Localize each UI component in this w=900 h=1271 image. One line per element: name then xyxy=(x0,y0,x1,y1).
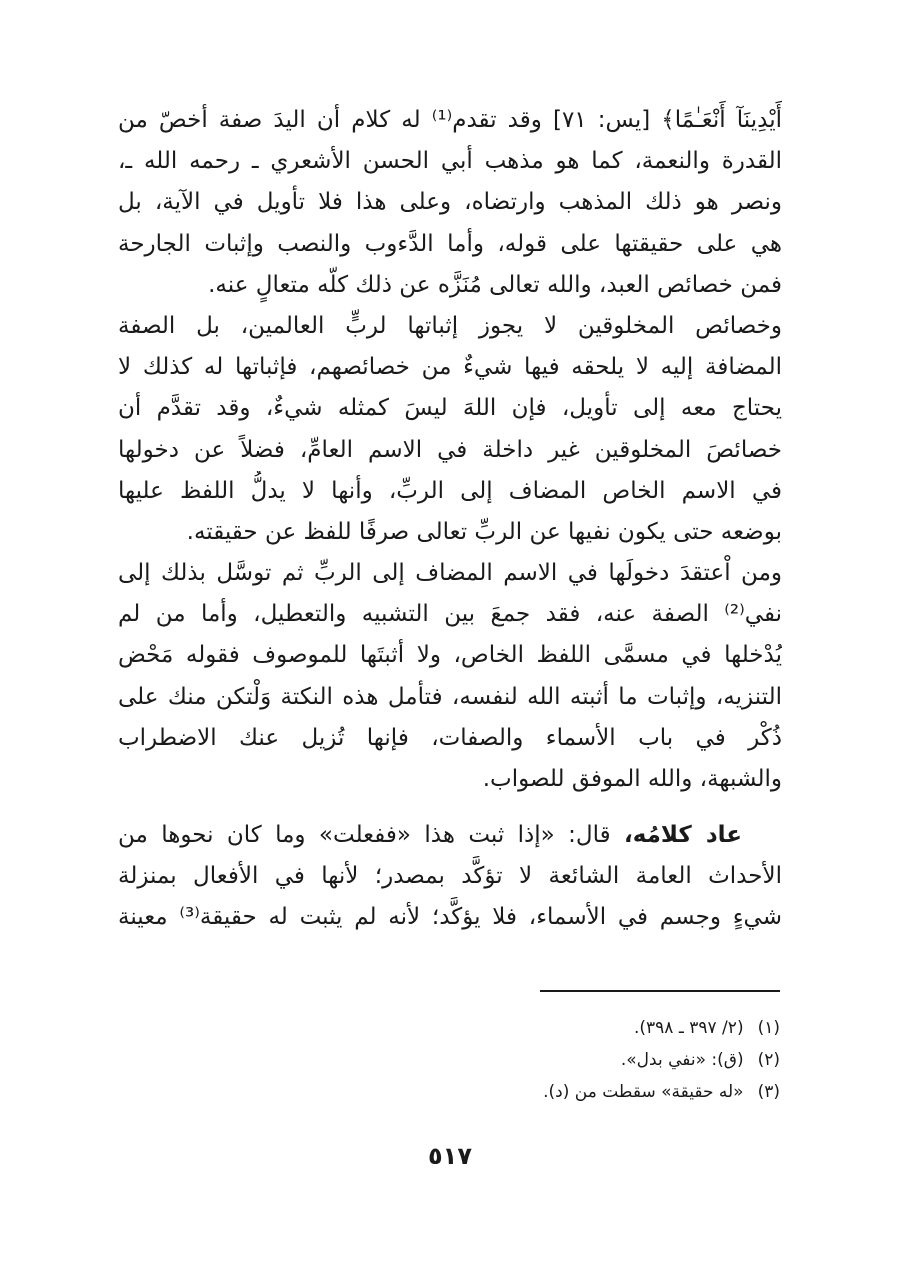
footnote-text: (٢/ ٣٩٧ ـ ٣٩٨). xyxy=(634,1018,744,1038)
text-line: في الاسم الخاص المضاف إلى الربِّ، وأنها لا يدلُّ اللفظ عليها xyxy=(118,477,782,504)
text-line: التنزيه، وإثبات ما أثبته الله لنفسه، فتأمل هذه النكتة وَلْتكن منك على xyxy=(118,683,782,710)
footnote-number: (٣) xyxy=(757,1082,780,1102)
footnote-number: (١) xyxy=(757,1018,780,1038)
text-line: القدرة والنعمة، كما هو مذهب أبي الحسن الأشعري ـ رحمه الله ـ، xyxy=(118,148,782,175)
footnote-text: «له حقيقة» سقطت من (د). xyxy=(543,1082,744,1102)
text-line: يحتاج معه إلى تأويل، فإن اللهَ ليسَ كمثله شيءٌ، وقد تقدَّم أن xyxy=(118,395,782,422)
paragraph-lead: عاد كلامُه، xyxy=(623,822,742,848)
text-line: أَيْدِينَآ أَنْعَـٰمًا﴾ [يس: ٧١] وقد تقدم⁽¹⁾ له كلام أن اليدَ صفة أخصّ من xyxy=(118,107,782,133)
text-line: ذُكْر في باب الأسماء والصفات، فإنها تُزيل عنك الاضطراب xyxy=(118,724,782,751)
page-number: ٥١٧ xyxy=(428,1142,472,1170)
second-paragraph xyxy=(118,815,782,939)
footnote-item xyxy=(400,1076,780,1108)
footnote-item xyxy=(400,1044,780,1076)
text-line xyxy=(118,815,782,856)
footnote-number: (٢) xyxy=(757,1050,780,1070)
footnote-text: (ق): «نفي بدل». xyxy=(620,1050,744,1070)
main-paragraph xyxy=(118,100,782,800)
text-fragment: قال: «إذا ثبت هذا «ففعلت» وما كان نحوها من xyxy=(118,822,624,848)
footnote-item xyxy=(400,1012,780,1044)
text-line: وخصائص المخلوقين لا يجوز إثباتها لربٍّ العالمين، بل الصفة xyxy=(118,312,782,339)
text-line: يُدْخلها في مسمَّى اللفظ الخاص، ولا أثبتَها للموصوف فقوله مَحْض xyxy=(118,642,782,669)
footnote-divider xyxy=(540,990,780,992)
text-line: ومن اْعتقدَ دخولَها في الاسم المضاف إلى الربِّ ثم توسَّل بذلك إلى xyxy=(118,560,782,587)
text-line: بوضعه حتى يكون نفيها عن الربِّ تعالى صرفًا للفظ عن حقيقته. xyxy=(186,518,782,545)
text-line: خصائصَ المخلوقين غير داخلة في الاسم العامِّ، فضلاً عن دخولها xyxy=(118,436,782,463)
text-line: المضافة إليه لا يلحقه فيها شيءٌ من خصائصهم، فإثباتها له كذلك لا xyxy=(118,354,782,381)
text-line: نفي⁽²⁾ الصفة عنه، فقد جمعَ بين التشبيه والتعطيل، وأما من لم xyxy=(118,601,782,628)
text-line: الأحداث العامة الشائعة لا تؤكَّد بمصدر؛ لأنها في الأفعال بمنزلة xyxy=(118,863,782,890)
text-line: هي على حقيقتها على قوله، وأما الدَّءوب والنصب وإثبات الجارحة xyxy=(118,230,782,257)
text-line: والشبهة، والله الموفق للصواب. xyxy=(482,766,782,792)
text-line: شيءٍ وجسم في الأسماء، فلا يؤكَّد؛ لأنه لم يثبت له حقيقة⁽³⁾ معينة xyxy=(118,904,782,931)
text-line: فمن خصائص العبد، والله تعالى مُنَزَّه عن ذلك كلّه متعالٍ عنه. xyxy=(208,271,782,298)
text-line: ونصر هو ذلك المذهب وارتضاه، وعلى هذا فلا تأويل في الآية، بل xyxy=(118,189,782,216)
footnotes xyxy=(400,1012,780,1108)
